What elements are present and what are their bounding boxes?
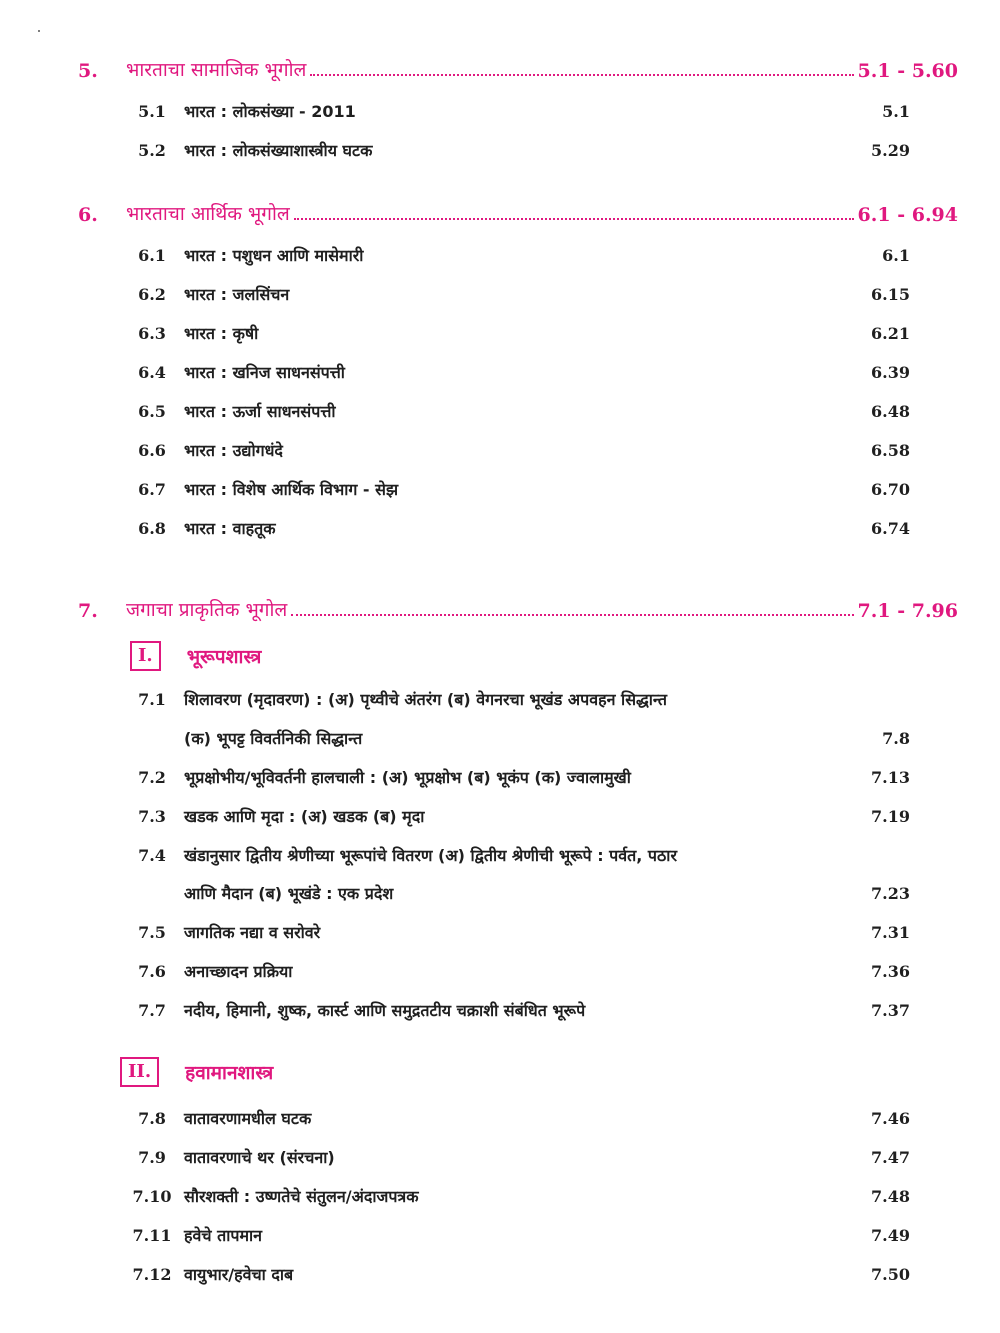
entry-number: 7.2 — [138, 767, 166, 787]
entry-title: भारत : वाहतूक — [184, 519, 276, 538]
entry-page: 7.47 — [871, 1147, 910, 1167]
entry-page: 6.48 — [871, 401, 910, 421]
entry-page: 7.37 — [871, 1000, 910, 1020]
section-title: हवामानशास्त्र — [185, 1062, 274, 1084]
entry-number: 6.1 — [138, 245, 166, 265]
chapter-6-heading[interactable] — [78, 196, 958, 226]
chapter-number: 7. — [78, 600, 98, 622]
toc-entry-7-6[interactable] — [120, 956, 910, 986]
toc-entry-7-4-continued[interactable] — [120, 878, 910, 908]
entry-number: 6.8 — [138, 518, 166, 538]
toc-entry-7-10[interactable] — [120, 1181, 910, 1211]
entry-title: अनाच्छादन प्रक्रिया — [184, 962, 293, 981]
entry-title: भारत : लोकसंख्याशास्त्रीय घटक — [184, 141, 373, 160]
toc-entry-7-5[interactable] — [120, 917, 910, 947]
toc-entry-6-1[interactable] — [120, 240, 910, 270]
toc-entry-6-4[interactable] — [120, 357, 910, 387]
toc-entry-7-1[interactable] — [120, 684, 910, 714]
chapter-page-range: 6.1 - 6.94 — [857, 204, 958, 226]
entry-page: 6.21 — [871, 323, 910, 343]
entry-number: 7.11 — [132, 1225, 172, 1245]
toc-entry-6-2[interactable] — [120, 279, 910, 309]
entry-number: 7.12 — [132, 1264, 172, 1284]
entry-page: 7.19 — [871, 806, 910, 826]
section-title: भूरूपशास्त्र — [186, 646, 262, 668]
entry-title: सौरशक्ती : उष्णतेचे संतुलन/अंदाजपत्रक — [184, 1187, 419, 1206]
entry-number: 7.1 — [138, 689, 166, 709]
chapter-page-range: 5.1 - 5.60 — [857, 60, 958, 82]
entry-title: हवेचे तापमान — [184, 1226, 263, 1245]
entry-number: 7.4 — [138, 845, 166, 865]
dotted-leader — [294, 218, 854, 220]
entry-page: 7.36 — [871, 961, 910, 981]
entry-title: नदीय, हिमानी, शुष्क, कार्स्ट आणि समुद्रतटीय चक्राशी संबंधित भूरूपे — [184, 1001, 586, 1020]
entry-title: खडक आणि मृदा : (अ) खडक (ब) मृदा — [184, 807, 425, 826]
chapter-7-heading[interactable] — [78, 592, 958, 622]
chapter-number: 5. — [78, 60, 98, 82]
entry-title: भूप्रक्षोभीय/भूविवर्तनी हालचाली : (अ) भूप्रक्षोभ (ब) भूकंप (क) ज्वालामुखी — [184, 768, 631, 787]
entry-page: 7.48 — [871, 1186, 910, 1206]
entry-number: 6.7 — [138, 479, 166, 499]
entry-number: 7.8 — [138, 1108, 166, 1128]
entry-title-continued: (क) भूपट्ट विवर्तनिकी सिद्धान्त — [184, 729, 363, 748]
entry-number: 5.2 — [138, 140, 166, 160]
toc-entry-7-3[interactable] — [120, 801, 910, 831]
chapter-number: 6. — [78, 204, 98, 226]
dotted-leader — [291, 614, 853, 616]
toc-entry-7-8[interactable] — [120, 1103, 910, 1133]
entry-title: भारत : विशेष आर्थिक विभाग - सेझ — [184, 480, 399, 499]
entry-number: 7.3 — [138, 806, 166, 826]
entry-title: भारत : लोकसंख्या - 2011 — [184, 102, 356, 121]
entry-number: 5.1 — [138, 101, 166, 121]
dotted-leader — [310, 74, 853, 76]
section-II-heading[interactable] — [120, 1056, 273, 1088]
toc-entry-6-7[interactable] — [120, 474, 910, 504]
entry-title: शिलावरण (मृदावरण) : (अ) पृथ्वीचे अंतरंग (ब) वेगनरचा भूखंड अपवहन सिद्धान्त — [184, 690, 667, 709]
entry-page: 7.8 — [882, 728, 910, 748]
toc-entry-5-2[interactable] — [120, 135, 910, 165]
entry-number: 7.9 — [138, 1147, 166, 1167]
toc-entry-7-4[interactable] — [120, 840, 910, 870]
entry-title-continued: आणि मैदान (ब) भूखंडे : एक प्रदेश — [184, 884, 394, 903]
toc-entry-6-8[interactable] — [120, 513, 910, 543]
toc-entry-6-6[interactable] — [120, 435, 910, 465]
section-roman-numeral: II. — [120, 1057, 159, 1087]
entry-page: 6.39 — [871, 362, 910, 382]
entry-page: 5.29 — [871, 140, 910, 160]
section-I-heading[interactable] — [130, 640, 261, 672]
entry-page: 6.74 — [871, 518, 910, 538]
entry-page: 6.15 — [871, 284, 910, 304]
toc-entry-5-1[interactable] — [120, 96, 910, 126]
toc-entry-6-3[interactable] — [120, 318, 910, 348]
entry-page: 5.1 — [882, 101, 910, 121]
speck — [38, 30, 40, 32]
entry-title: भारत : पशुधन आणि मासेमारी — [184, 246, 364, 265]
toc-entry-7-9[interactable] — [120, 1142, 910, 1172]
entry-title: वातावरणाचे थर (संरचना) — [184, 1148, 335, 1167]
entry-number: 6.6 — [138, 440, 166, 460]
entry-page: 7.23 — [871, 883, 910, 903]
entry-title: वातावरणामधील घटक — [184, 1109, 312, 1128]
entry-title: भारत : कृषी — [184, 324, 259, 343]
entry-number: 6.3 — [138, 323, 166, 343]
entry-number: 6.2 — [138, 284, 166, 304]
entry-number: 7.10 — [132, 1186, 172, 1206]
chapter-title: भारताचा सामाजिक भूगोल — [126, 59, 307, 81]
entry-page: 7.46 — [871, 1108, 910, 1128]
entry-title: भारत : जलसिंचन — [184, 285, 290, 304]
entry-number: 6.4 — [138, 362, 166, 382]
entry-title: भारत : खनिज साधनसंपत्ती — [184, 363, 345, 382]
entry-title: वायुभार/हवेचा दाब — [184, 1265, 294, 1284]
toc-entry-7-11[interactable] — [120, 1220, 910, 1250]
toc-entry-6-5[interactable] — [120, 396, 910, 426]
entry-title: जागतिक नद्या व सरोवरे — [184, 923, 321, 942]
entry-page: 6.1 — [882, 245, 910, 265]
entry-title: खंडानुसार द्वितीय श्रेणीच्या भूरूपांचे वितरण (अ) द्वितीय श्रेणीची भूरूपे : पर्वत, पठार — [184, 846, 677, 865]
section-roman-numeral: I. — [130, 641, 161, 671]
chapter-title: जगाचा प्राकृतिक भूगोल — [126, 599, 288, 621]
entry-page: 7.49 — [871, 1225, 910, 1245]
entry-page: 7.13 — [871, 767, 910, 787]
entry-page: 6.70 — [871, 479, 910, 499]
entry-title: भारत : उद्योगधंदे — [184, 441, 283, 460]
entry-page: 6.58 — [871, 440, 910, 460]
toc-entry-7-12[interactable] — [120, 1259, 910, 1289]
chapter-page-range: 7.1 - 7.96 — [857, 600, 958, 622]
chapter-title: भारताचा आर्थिक भूगोल — [126, 203, 290, 225]
toc-entry-7-1-continued[interactable] — [120, 723, 910, 753]
entry-number: 7.6 — [138, 961, 166, 981]
entry-number: 6.5 — [138, 401, 166, 421]
entry-title: भारत : ऊर्जा साधनसंपत्ती — [184, 402, 336, 421]
entry-number: 7.7 — [138, 1000, 166, 1020]
entry-page: 7.31 — [871, 922, 910, 942]
entry-number: 7.5 — [138, 922, 166, 942]
chapter-5-heading[interactable] — [78, 52, 958, 82]
toc-entry-7-2[interactable] — [120, 762, 910, 792]
toc-entry-7-7[interactable] — [120, 995, 910, 1025]
entry-page: 7.50 — [871, 1264, 910, 1284]
